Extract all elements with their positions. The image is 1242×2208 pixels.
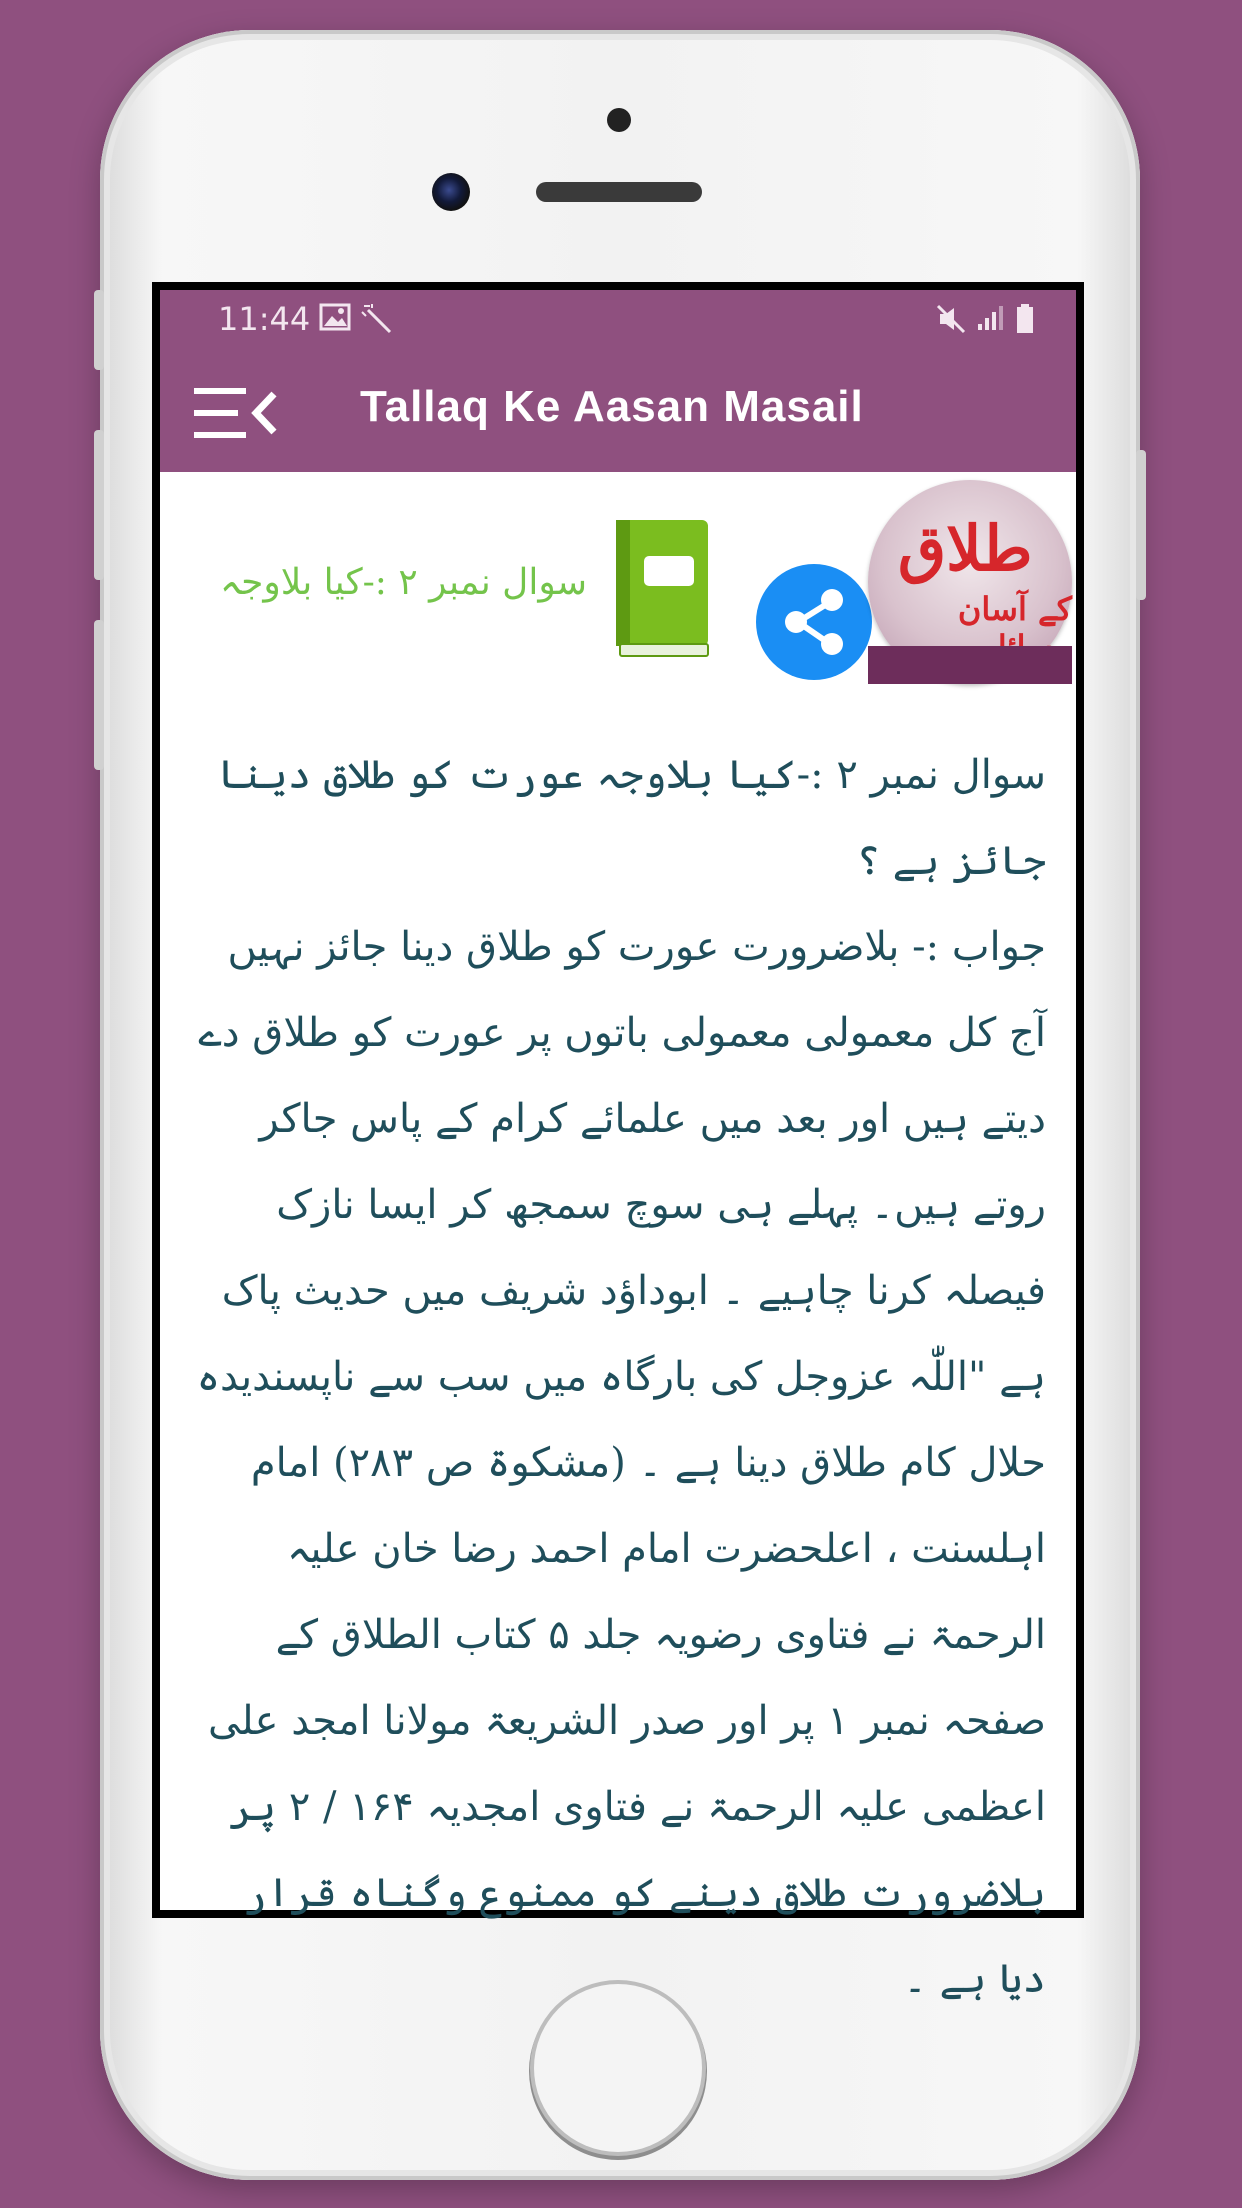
menu-back-icon[interactable] bbox=[194, 386, 278, 440]
logo-sub-text: کے آسان bbox=[957, 590, 1072, 628]
phone-screen bbox=[152, 282, 1084, 2002]
magic-wand-icon bbox=[360, 304, 394, 339]
app-logo bbox=[868, 480, 1072, 684]
earpiece-speaker bbox=[536, 182, 702, 202]
app-title: Tallaq Ke Aasan Masail bbox=[360, 382, 864, 431]
logo-main-text: طلاق bbox=[898, 512, 1033, 585]
app-bar bbox=[160, 346, 1076, 472]
phone-side-button bbox=[94, 290, 104, 370]
phone-power-button bbox=[1136, 450, 1146, 600]
logo-stripe bbox=[868, 646, 1072, 684]
battery-icon bbox=[1016, 304, 1034, 339]
signal-icon bbox=[976, 304, 1004, 337]
question-label: سوال نمبر ۲ :-کیا بلاوجہ bbox=[220, 562, 588, 603]
article-question: سوال نمبر ۲ :-کیا بلاوجہ عورت کو طلاق دینا جائز ہے ؟ bbox=[217, 752, 1046, 884]
book-icon[interactable] bbox=[612, 520, 712, 658]
phone-volume-down-button bbox=[94, 620, 104, 770]
content-area bbox=[160, 472, 1076, 2002]
share-icon bbox=[756, 564, 872, 680]
status-bar bbox=[160, 290, 1076, 346]
image-icon bbox=[320, 304, 350, 335]
article-body bbox=[196, 732, 1046, 2022]
status-time: 11:44 bbox=[218, 300, 311, 338]
share-button[interactable] bbox=[756, 564, 872, 680]
mute-icon bbox=[936, 304, 966, 339]
article-answer: جواب :- بلاضرورت عورت کو طلاق دینا جائز نہیں آج کل معمولی معمولی باتوں پر عورت کو طلاق دے دیتے ہیں اور بعد میں علمائے کرام کے پاس جاکر روتے ہیں۔ پہلے ہی سوچ سمجھ کر ایسا نازک فیصلہ کرنا چاہیے ۔ ابوداؤد شریف میں حدیث پاک ہے "اللّٰہ عزوجل کی بارگاہ میں سب سے ناپسندیدہ حلال کام طلاق دینا ہے ۔ (مشکوۃ ص ۲۸۳) امام اہلسنت ، اعلحضرت امام احمد رضا خان علیہ الرحمۃ نے فتاوی رضویہ جلد ۵ کتاب الطلاق کے صفحہ نمبر ۱ پر اور صدر الشریعۃ مولانا امجد علی اعظمی علیہ الرحمۃ نے فتاوی امجدیہ ۱۶۴ / ۲ پر بلاضرورت طلاق دینے کو ممنوع وگناہ قرار دیا ہے ۔ bbox=[196, 924, 1046, 2002]
proximity-sensor bbox=[607, 108, 631, 132]
phone-volume-up-button bbox=[94, 430, 104, 580]
front-camera bbox=[432, 173, 470, 211]
